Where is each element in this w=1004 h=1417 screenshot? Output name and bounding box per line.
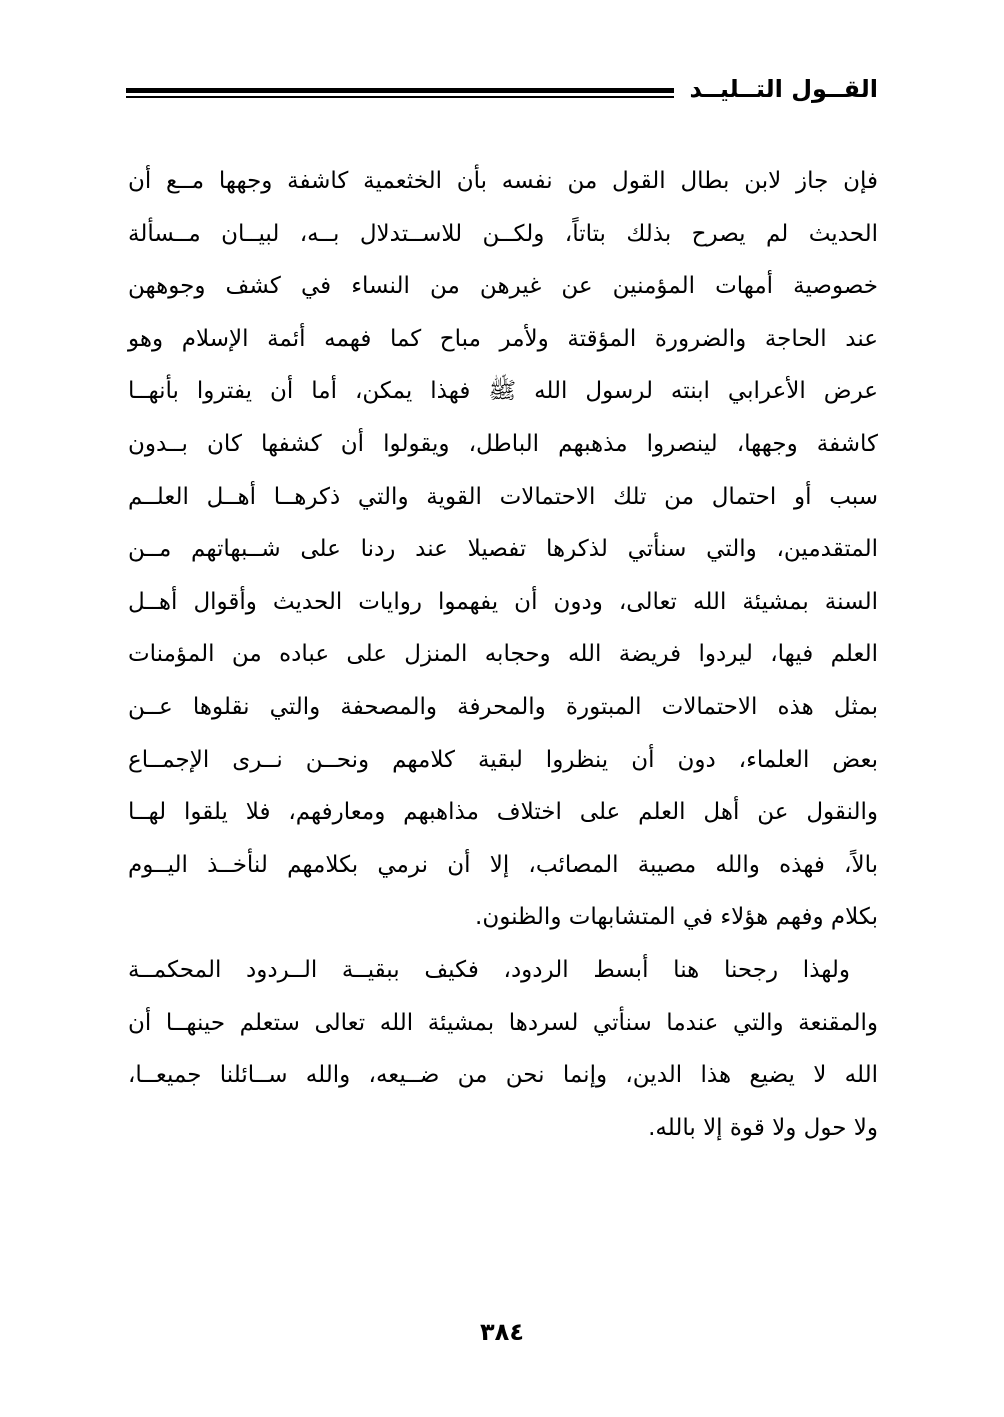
header-rule-thin-line [126, 96, 674, 98]
text-line: خصوصية أمهات المؤمنين عن غيرهن من النساء في كشف وجوههن [128, 273, 878, 300]
text-line: الله لا يضيع هذا الدين، وإنما نحن من ضــيعه، والله ســائلنا جميعــا، [128, 1062, 878, 1089]
text-line: بعض العلماء، دون أن ينظروا لبقية كلامهم ونحــن نــرى الإجمــاع [128, 746, 878, 773]
text-line: بكلام وفهم هؤلاء في المتشابهات والظنون. [475, 904, 878, 931]
text-line: العلم فيها، ليردوا فريضة الله وحجابه المنزل على عباده من المؤمنات [128, 641, 878, 668]
text-line: فإن جاز لابن بطال القول من نفسه بأن الخثعمية كاشفة وجهها مــع أن [128, 168, 878, 194]
text-line: كاشفة وجهها، لينصروا مذهبهم الباطل، ويقولوا أن كشفها كان بــدون [128, 430, 878, 457]
header-rule-thick-line [126, 88, 674, 93]
text-line: الحديث لم يصرح بذلك بتاتاً، ولكــن للاســتدلال بــه، لبيــان مــسألة [128, 220, 878, 247]
text-line: ولا حول ولا قوة إلا بالله. [648, 1114, 878, 1141]
text-line: بالاً، فهذه والله مصيبة المصائب، إلا أن نرمي بكلامهم لنأخــذ اليــوم [128, 851, 878, 878]
text-line: ولهذا رجحنا هنا أبسط الردود، فكيف ببقيــة الــردود المحكمــة [128, 956, 850, 983]
text-line: عرض الأعرابي ابنته لرسول الله ﷺ فهذا يمكن، أما أن يفتروا بأنهــا [128, 378, 878, 405]
text-line: المتقدمين، والتي سنأتي لذكرها تفصيلا عند ردنا على شــبهاتهم مــن [128, 536, 878, 563]
paragraph-2 [128, 944, 878, 1154]
text-line: سبب أو احتمال من تلك الاحتمالات القوية والتي ذكرهــا أهــل العلــم [128, 483, 878, 510]
header-double-rule [126, 88, 674, 98]
running-header-title: القــول التــليــد [689, 75, 878, 103]
text-line: والنقول عن أهل العلم على اختلاف مذاهبهم ومعارفهم، فلا يلقوا لهــا [128, 799, 878, 826]
text-line: عند الحاجة والضرورة المؤقتة ولأمر مباح كما فهمه أئمة الإسلام وهو [128, 325, 878, 352]
running-header [126, 72, 878, 112]
page-number: ٣٨٤ [480, 1318, 524, 1346]
text-line: السنة بمشيئة الله تعالى، ودون أن يفهموا روايات الحديث وأقوال أهــل [128, 588, 878, 615]
paragraph-1 [128, 155, 878, 944]
body-text [128, 155, 878, 1154]
text-line: والمقنعة والتي عندما سنأتي لسردها بمشيئة الله تعالى ستعلم حينهــا أن [128, 1009, 878, 1036]
text-line: بمثل هذه الاحتمالات المبتورة والمحرفة والمصحفة والتي نقلوها عــن [128, 693, 878, 720]
